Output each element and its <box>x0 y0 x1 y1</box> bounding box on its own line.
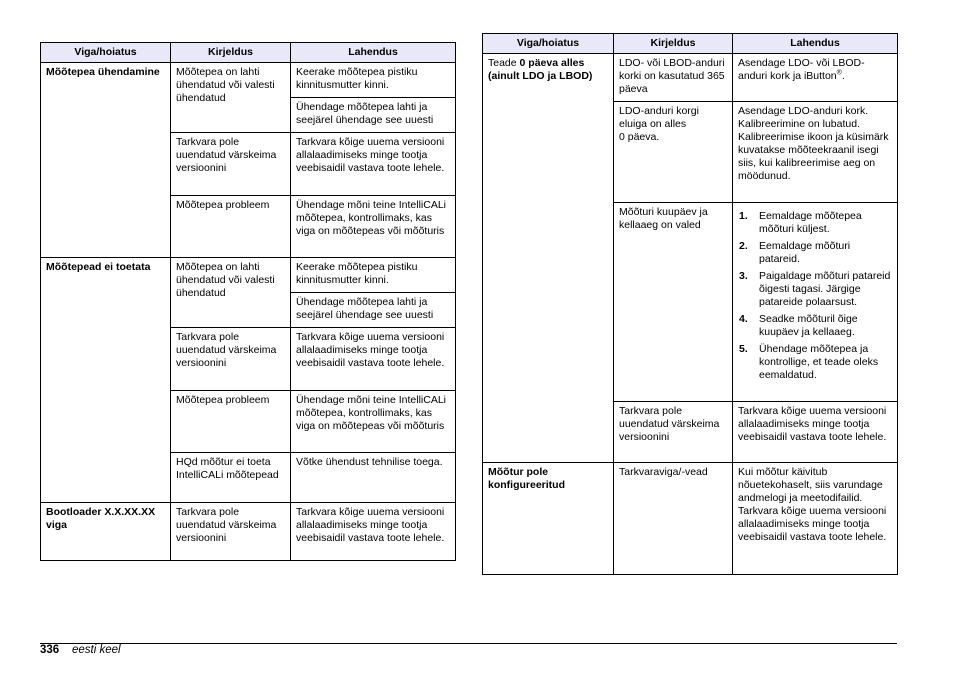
list-item <box>738 270 893 309</box>
solution-cell: Ühendage mõni teine IntelliCALi mõõtepea, kontrollimaks, kas viga on mõõtepeas või mõõturis <box>291 391 456 453</box>
description-cell: Mõõtepea on lahti ühendatud või valesti ühendatud <box>171 258 291 328</box>
step-number: 1. <box>739 210 748 222</box>
description-cell: Tarkvaraviga/-vead <box>614 463 733 575</box>
solution-cell: Ühendage mõõtepea lahti ja seejärel ühendage see uuesti <box>291 293 456 328</box>
solution-cell: Kui mõõtur käivitub nõuetekohaselt, siis varundage andmelogi ja meetodifailid. Tarkvara kõige uuema versiooni allalaadimiseks minge tootja veebisaidil vastava toote lehele. <box>733 463 898 575</box>
solution-cell: Keerake mõõtepea pistiku kinnitusmutter kinni. <box>291 258 456 293</box>
header-error: Viga/hoiatus <box>483 34 614 54</box>
solution-cell <box>733 203 898 402</box>
list-item <box>738 240 893 266</box>
description-cell: Tarkvara pole uuendatud värskeima versioonini <box>171 328 291 391</box>
solution-cell <box>733 54 898 102</box>
error-cell: Mõõtur pole konfigureeritud <box>483 463 614 575</box>
description-cell: Mõõtepea probleem <box>171 391 291 453</box>
step-text: Eemaldage mõõtepea mõõturi küljest. <box>759 210 862 235</box>
step-text: Ühendage mõõtepea ja kontrollige, et teade oleks eemaldatud. <box>759 343 879 381</box>
footer-divider <box>40 643 897 644</box>
error-message: 0 päeva alles (ainult LDO ja LBOD) <box>488 57 593 82</box>
solution-cell: Tarkvara kõige uuema versiooni allalaadimiseks minge tootja veebisaidil vastava toote lehele. <box>291 133 456 196</box>
description-cell: LDO- või LBOD-anduri korki on kasutatud 365 päeva <box>614 54 733 102</box>
step-text: Eemaldage mõõturi patareid. <box>759 240 851 265</box>
solution-cell: Tarkvara kõige uuema versiooni allalaadimiseks minge tootja veebisaidil vastava toote lehele. <box>291 503 456 561</box>
solution-cell: Võtke ühendust tehnilise toega. <box>291 453 456 503</box>
step-number: 2. <box>739 240 748 252</box>
solution-cell: Tarkvara kõige uuema versiooni allalaadimiseks minge tootja veebisaidil vastava toote lehele. <box>733 402 898 463</box>
registered-mark: ® <box>836 69 842 77</box>
description-cell: Tarkvara pole uuendatud värskeima versioonini <box>171 133 291 196</box>
table-row <box>41 503 456 561</box>
header-description: Kirjeldus <box>614 34 733 54</box>
solution-cell: Ühendage mõõtepea lahti ja seejärel ühendage see uuesti <box>291 98 456 133</box>
table-row <box>41 63 456 98</box>
header-solution: Lahendus <box>291 43 456 63</box>
description-cell: HQd mõõtur ei toeta IntelliCALi mõõtepead <box>171 453 291 503</box>
description-cell: Tarkvara pole uuendatud värskeima versioonini <box>171 503 291 561</box>
solution-cell: Ühendage mõni teine IntelliCALi mõõtepea, kontrollimaks, kas viga on mõõtepeas või mõõturis <box>291 196 456 258</box>
error-cell: Bootloader X.X.XX.XX viga <box>41 503 171 561</box>
troubleshooting-table-right <box>482 33 898 575</box>
table-header-row <box>41 43 456 63</box>
error-cell <box>483 54 614 463</box>
description-cell: LDO-anduri korgi eluiga on alles 0 päeva. <box>614 102 733 203</box>
table-row <box>483 54 898 102</box>
step-text: Seadke mõõturil õige kuupäev ja kellaaeg. <box>759 313 858 338</box>
solution-text-end: . <box>841 70 845 82</box>
description-cell: Tarkvara pole uuendatud värskeima versioonini <box>614 402 733 463</box>
error-cell: Mõõtepea ühendamine <box>41 63 171 258</box>
header-description: Kirjeldus <box>171 43 291 63</box>
solution-cell: Tarkvara kõige uuema versiooni allalaadimiseks minge tootja veebisaidil vastava toote lehele. <box>291 328 456 391</box>
description-cell: Mõõturi kuupäev ja kellaaeg on valed <box>614 203 733 402</box>
steps-list <box>738 210 893 382</box>
solution-cell: Asendage LDO-anduri kork. Kalibreerimine on lubatud. Kalibreerimise ikoon ja küsimärk kuvatakse mõõteekraanil isegi siis, kui kalibreerimise aeg on möödunud. <box>733 102 898 203</box>
table-row <box>483 463 898 575</box>
error-cell: Mõõtepead ei toetata <box>41 258 171 503</box>
table-header-row <box>483 34 898 54</box>
description-cell: Mõõtepea on lahti ühendatud või valesti ühendatud <box>171 63 291 133</box>
step-number: 5. <box>739 343 748 355</box>
description-cell: Mõõtepea probleem <box>171 196 291 258</box>
troubleshooting-table-left <box>40 42 456 561</box>
step-text: Paigaldage mõõturi patareid õigesti tagasi. Järgige patareide polaarsust. <box>759 270 891 308</box>
step-number: 3. <box>739 270 748 282</box>
header-solution: Lahendus <box>733 34 898 54</box>
error-prefix: Teade <box>488 57 520 69</box>
list-item <box>738 313 893 339</box>
page-language: eesti keel <box>72 644 121 656</box>
list-item <box>738 343 893 382</box>
table-row <box>41 258 456 293</box>
step-number: 4. <box>739 313 748 325</box>
header-error: Viga/hoiatus <box>41 43 171 63</box>
solution-cell: Keerake mõõtepea pistiku kinnitusmutter kinni. <box>291 63 456 98</box>
solution-text: Asendage LDO- või LBOD-anduri kork ja iButton <box>738 57 865 82</box>
list-item <box>738 210 893 236</box>
page-number: 336 <box>40 644 60 656</box>
